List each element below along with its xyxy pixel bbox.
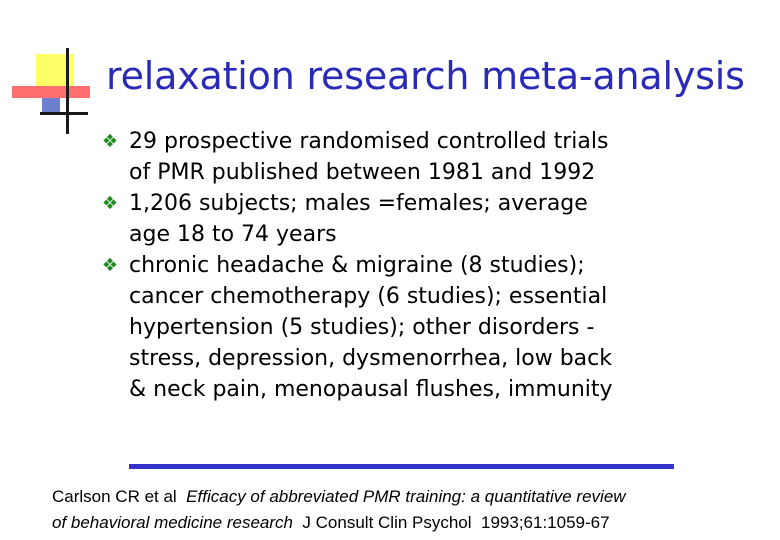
citation-year-ref: 1993;61:1059-67 [481,513,610,532]
bullet-item [100,126,700,188]
divider-rule [129,464,674,469]
bullet-line: age 18 to 74 years [129,222,337,247]
slide-title: relaxation research meta-analysis [106,54,745,98]
diamond-bullet-icon: ❖ [101,131,119,152]
citation-authors: Carlson CR et al [52,487,177,506]
citation [52,484,772,536]
bullet-line: & neck pain, menopausal flushes, immunity [129,377,613,402]
diamond-bullet-icon: ❖ [101,255,119,276]
logo-red-bar [12,86,90,98]
citation-title: Efficacy of abbreviated PMR training: a quantitative review [186,487,626,506]
bullet-line: chronic headache & migraine (8 studies); [129,253,585,278]
bullet-item [100,250,700,405]
bullet-line: stress, depression, dysmenorrhea, low back [129,346,613,371]
bullet-line: of PMR published between 1981 and 1992 [129,160,596,185]
bullet-item [100,188,700,250]
diamond-bullet-icon: ❖ [101,193,119,214]
bullet-line: 1,206 subjects; males =females; average [129,191,588,216]
bullet-line: 29 prospective randomised controlled trials [129,129,609,154]
citation-title-cont: of behavioral medicine research [52,513,293,532]
logo-blue-block [42,98,60,112]
citation-journal: J Consult Clin Psychol [302,513,472,532]
logo-horizontal-line [40,112,88,115]
bullet-line: cancer chemotherapy (6 studies); essential [129,284,608,309]
logo-vertical-line [66,48,69,134]
bullet-list [100,126,700,405]
bullet-line: hypertension (5 studies); other disorders - [129,315,595,340]
slide-logo-graphic [0,0,120,140]
